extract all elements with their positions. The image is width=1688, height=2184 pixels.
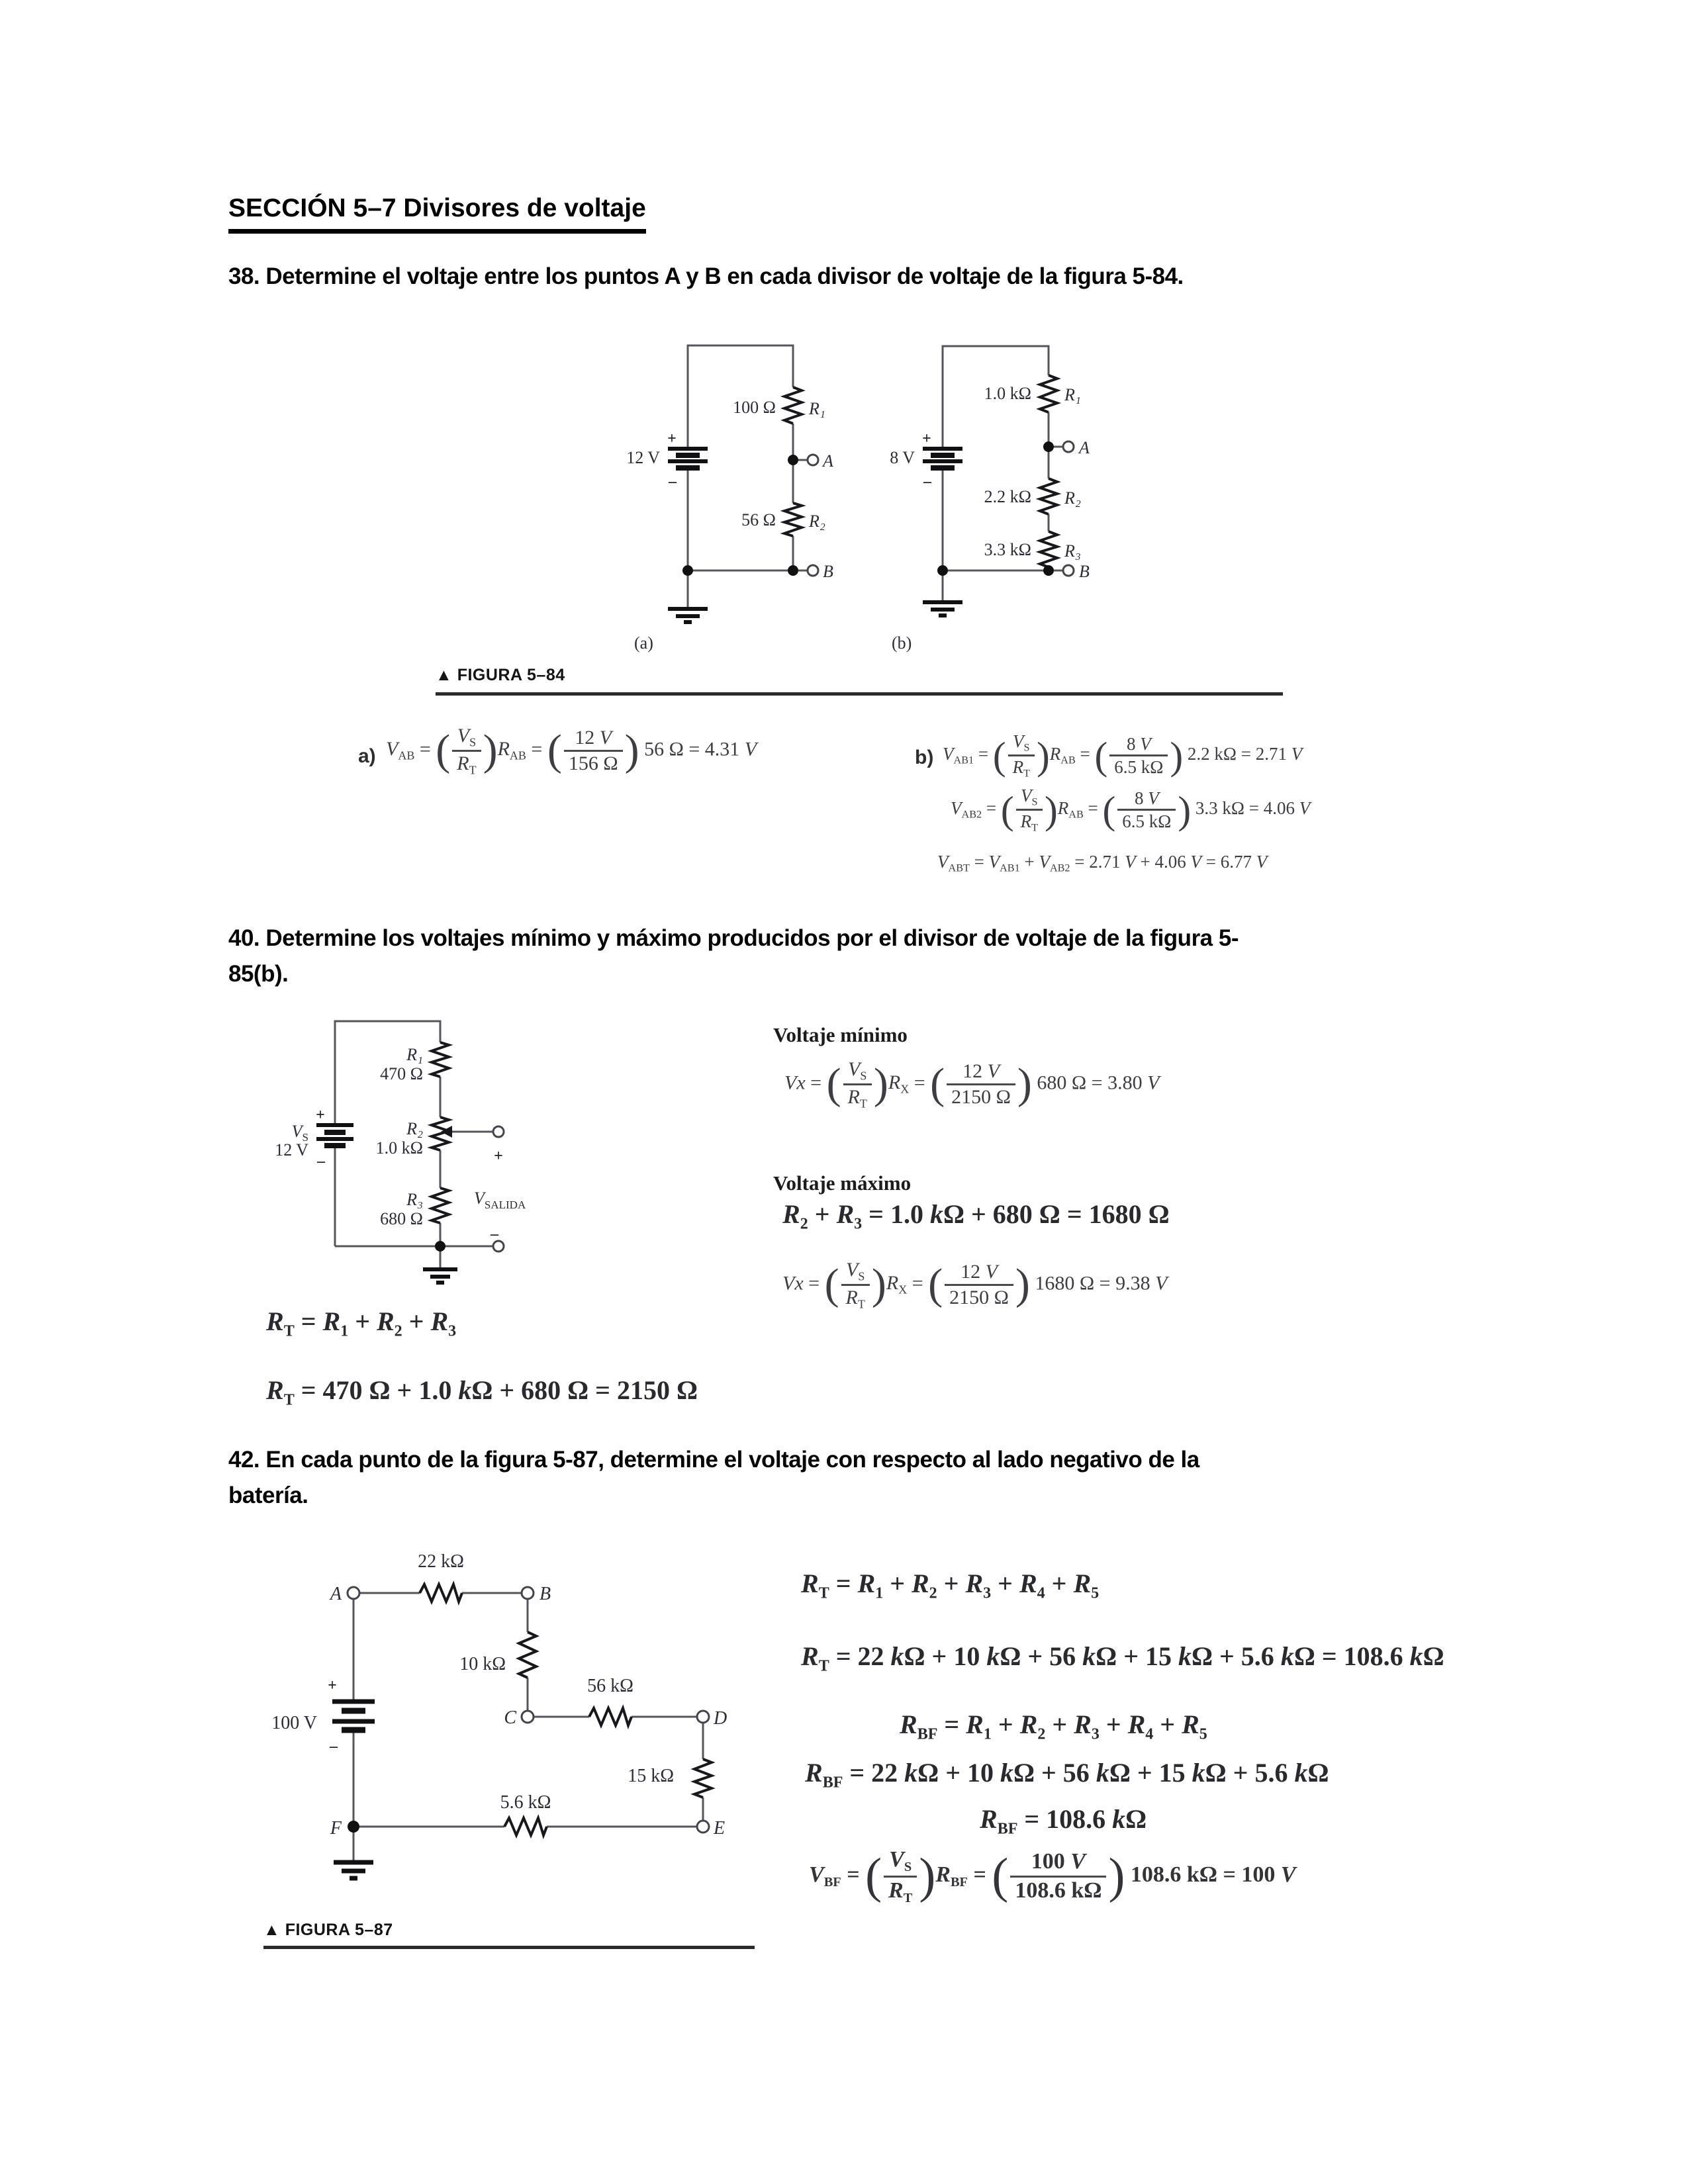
vs-label: $V_S$ bbox=[291, 1122, 308, 1144]
node-dot bbox=[435, 1241, 445, 1251]
equation-40-rt: $R_T = R_1 + R_2 + R_3$ bbox=[266, 1306, 457, 1340]
equation-42-rbf-total: $R_{BF} = 108.6$ kΩ bbox=[980, 1804, 1147, 1838]
r2-name: R₂ bbox=[406, 1119, 423, 1138]
r5-value: 5.6 kΩ bbox=[500, 1792, 551, 1813]
section-title: SECCIÓN 5–7 Divisores de voltaje bbox=[228, 194, 646, 234]
output-minus: – bbox=[491, 1226, 498, 1243]
r2-name: R₂ bbox=[1064, 488, 1081, 508]
point-a-label: A bbox=[823, 451, 833, 471]
terminal-b-icon bbox=[522, 1587, 534, 1599]
r3-value: 680 Ω bbox=[380, 1209, 423, 1228]
figure-5-87-caption: ▲ FIGURA 5–87 bbox=[263, 1921, 393, 1939]
battery-plus: + bbox=[328, 1677, 337, 1694]
node-dot bbox=[937, 565, 948, 576]
problem-38-statement: 38. Determine el voltaje entre los puntos A y B en cada divisor de voltaje de la figura 5-84. bbox=[228, 263, 1184, 289]
r1-name: R₁ bbox=[809, 399, 825, 418]
r4-value: 15 kΩ bbox=[628, 1766, 674, 1786]
ground-icon bbox=[668, 609, 708, 622]
figure-5-84-circuit-b bbox=[880, 330, 1158, 660]
point-a-label: A bbox=[1079, 438, 1090, 457]
battery-icon bbox=[923, 449, 962, 468]
r1-name: R₁ bbox=[406, 1045, 423, 1064]
terminal-c-icon bbox=[522, 1711, 534, 1723]
terminal-a-icon bbox=[348, 1587, 359, 1599]
r2-name: R₂ bbox=[809, 512, 825, 531]
r2-value: 56 Ω bbox=[741, 510, 776, 529]
source-voltage: 12 V bbox=[626, 448, 660, 467]
equation-42-rt: $R_T = R_1 + R_2 + R_3 + R_4 + R_5$ bbox=[801, 1569, 1100, 1602]
node-b-label: B bbox=[539, 1584, 551, 1604]
node-d-label: D bbox=[714, 1708, 727, 1729]
r3-value: 56 kΩ bbox=[587, 1676, 633, 1696]
figure-5-87-rule bbox=[263, 1946, 755, 1949]
equation-42-rbf: $R_{BF} = R_1 + R_2 + R_3 + R_4 + R_5$ bbox=[900, 1709, 1207, 1743]
equation-38b2: $V_{AB2}$ = ( $\frac{V_S}{R_T}$ )$R_{AB}$ = ( $\frac{8 V}{6.5 k\Omega}$ ) 3.3 kΩ = 4.06 V bbox=[951, 786, 1311, 834]
battery-minus: – bbox=[330, 1738, 338, 1755]
resistor-zigzag bbox=[420, 1584, 712, 1835]
problem-40-statement-line2: 85(b). bbox=[228, 961, 289, 987]
node-dot bbox=[682, 565, 693, 576]
solution-38b-label: b) bbox=[915, 747, 934, 768]
voltage-max-heading: Voltaje máximo bbox=[773, 1171, 912, 1195]
battery-icon bbox=[332, 1702, 375, 1730]
solution-38a-label: a) bbox=[358, 745, 376, 767]
battery-icon bbox=[316, 1125, 353, 1146]
equation-40-rt-values: $R_T = 470$ Ω + 1.0 kΩ + 680 Ω = 2150 Ω bbox=[266, 1375, 698, 1409]
figure-5-84-caption: ▲ FIGURA 5–84 bbox=[436, 666, 565, 684]
figure-5-84-rule bbox=[436, 692, 1283, 696]
node-f-dot bbox=[348, 1821, 359, 1833]
battery-icon bbox=[668, 449, 708, 468]
sublabel-b: (b) bbox=[892, 633, 912, 653]
r3-name: R₃ bbox=[1064, 541, 1081, 561]
ground-icon bbox=[334, 1862, 373, 1878]
figure-5-87-circuit bbox=[225, 1535, 768, 1906]
terminal-b-icon bbox=[808, 565, 818, 576]
r1-value: 100 Ω bbox=[733, 398, 776, 417]
terminal-a-icon bbox=[808, 455, 818, 465]
sublabel-a: (a) bbox=[634, 633, 653, 653]
problem-42-statement-line2: batería. bbox=[228, 1482, 308, 1508]
node-dot bbox=[1043, 441, 1054, 452]
battery-plus: + bbox=[667, 430, 677, 447]
node-a-label: A bbox=[330, 1584, 342, 1604]
battery-minus: – bbox=[923, 473, 931, 490]
node-c-label: C bbox=[504, 1707, 516, 1728]
r2-value: 1.0 kΩ bbox=[375, 1138, 423, 1158]
source-voltage: 12 V bbox=[275, 1140, 308, 1160]
r1-value: 1.0 kΩ bbox=[984, 384, 1031, 403]
figure-5-84-circuit-a bbox=[616, 330, 894, 660]
ground-icon bbox=[923, 602, 962, 615]
vsalida-label: $V_{SALIDA}$ bbox=[474, 1189, 526, 1211]
equation-42-rbf-values: $R_{BF} = 22$ kΩ + 10 kΩ + 56 kΩ + 15 kΩ + 5.6 kΩ bbox=[805, 1758, 1329, 1792]
battery-minus: – bbox=[669, 473, 677, 490]
equation-38a: $V_{AB}$ = ( $\frac{V_S}{R_T}$ )$R_{AB}$ = ( $\frac{12 V}{156 \Omega}$ ) 56 Ω = 4.31 V bbox=[386, 725, 757, 777]
battery-plus: + bbox=[922, 430, 931, 447]
node-e-label: E bbox=[714, 1818, 726, 1839]
node-dot bbox=[788, 455, 798, 465]
r1-value: 22 kΩ bbox=[418, 1551, 464, 1572]
equation-38b3: $V_{ABT} = V_{AB1} + V_{AB2} = 2.71$ V + 4.06 V = 6.77 V bbox=[937, 852, 1268, 874]
equation-42-vbf: $V_{BF}$ = ( $\frac{V_S}{R_T}$ )$R_{BF}$ = ( $\frac{100 V}{108.6 k\Omega}$ ) 108.6 kΩ = 100 V bbox=[809, 1847, 1296, 1905]
r3-name: R₃ bbox=[406, 1190, 423, 1209]
point-b-label: B bbox=[1079, 562, 1090, 581]
r2-value: 10 kΩ bbox=[459, 1654, 506, 1674]
battery-plus: + bbox=[316, 1107, 325, 1124]
equation-40-vmin: Vx = ( $\frac{V_S}{R_T}$ )$R_X$ = ( $\frac{12 V}{2150 \Omega}$ ) 680 Ω = 3.80 V bbox=[784, 1058, 1160, 1111]
equation-40-r2r3: $R_2 + R_3 = 1.0$ kΩ + 680 Ω = 1680 Ω bbox=[782, 1199, 1170, 1233]
r1-name: R₁ bbox=[1064, 385, 1081, 404]
terminal-d-icon bbox=[697, 1711, 709, 1723]
r3-value: 3.3 kΩ bbox=[984, 540, 1031, 559]
node-dot bbox=[1043, 565, 1054, 576]
problem-42-statement-line1: 42. En cada punto de la figura 5-87, determine el voltaje con respecto al lado negativo de la bbox=[228, 1447, 1199, 1473]
voltage-min-heading: Voltaje mínimo bbox=[773, 1023, 908, 1046]
output-plus-terminal-icon bbox=[493, 1126, 504, 1137]
source-voltage: 8 V bbox=[890, 448, 915, 467]
equation-38b1: $V_{AB1}$ = ( $\frac{V_S}{R_T}$ )$R_{AB}$ = ( $\frac{8 V}{6.5 k\Omega}$ ) 2.2 kΩ = 2.71 V bbox=[943, 731, 1303, 780]
point-b-label: B bbox=[823, 562, 833, 581]
terminal-e-icon bbox=[697, 1821, 709, 1833]
node-f-label: F bbox=[330, 1818, 342, 1839]
battery-minus: – bbox=[317, 1153, 325, 1170]
r2-value: 2.2 kΩ bbox=[984, 487, 1031, 506]
equation-42-rt-values: $R_T = 22$ kΩ + 10 kΩ + 56 kΩ + 15 kΩ + 5.6 kΩ = 108.6 kΩ bbox=[801, 1641, 1444, 1675]
equation-40-vmax: Vx = ( $\frac{V_S}{R_T}$ )$R_X$ = ( $\frac{12 V}{2150 \Omega}$ ) 1680 Ω = 9.38 V bbox=[782, 1259, 1168, 1311]
node-dot bbox=[788, 565, 798, 576]
ground-icon bbox=[423, 1269, 457, 1283]
terminal-a-icon bbox=[1063, 441, 1074, 452]
terminal-b-icon bbox=[1063, 565, 1074, 576]
output-plus: + bbox=[494, 1148, 503, 1165]
r1-value: 470 Ω bbox=[380, 1064, 423, 1083]
source-voltage: 100 V bbox=[271, 1713, 317, 1733]
problem-40-statement-line1: 40. Determine los voltajes mínimo y máximo producidos por el divisor de voltaje de la figura 5- bbox=[228, 925, 1239, 951]
